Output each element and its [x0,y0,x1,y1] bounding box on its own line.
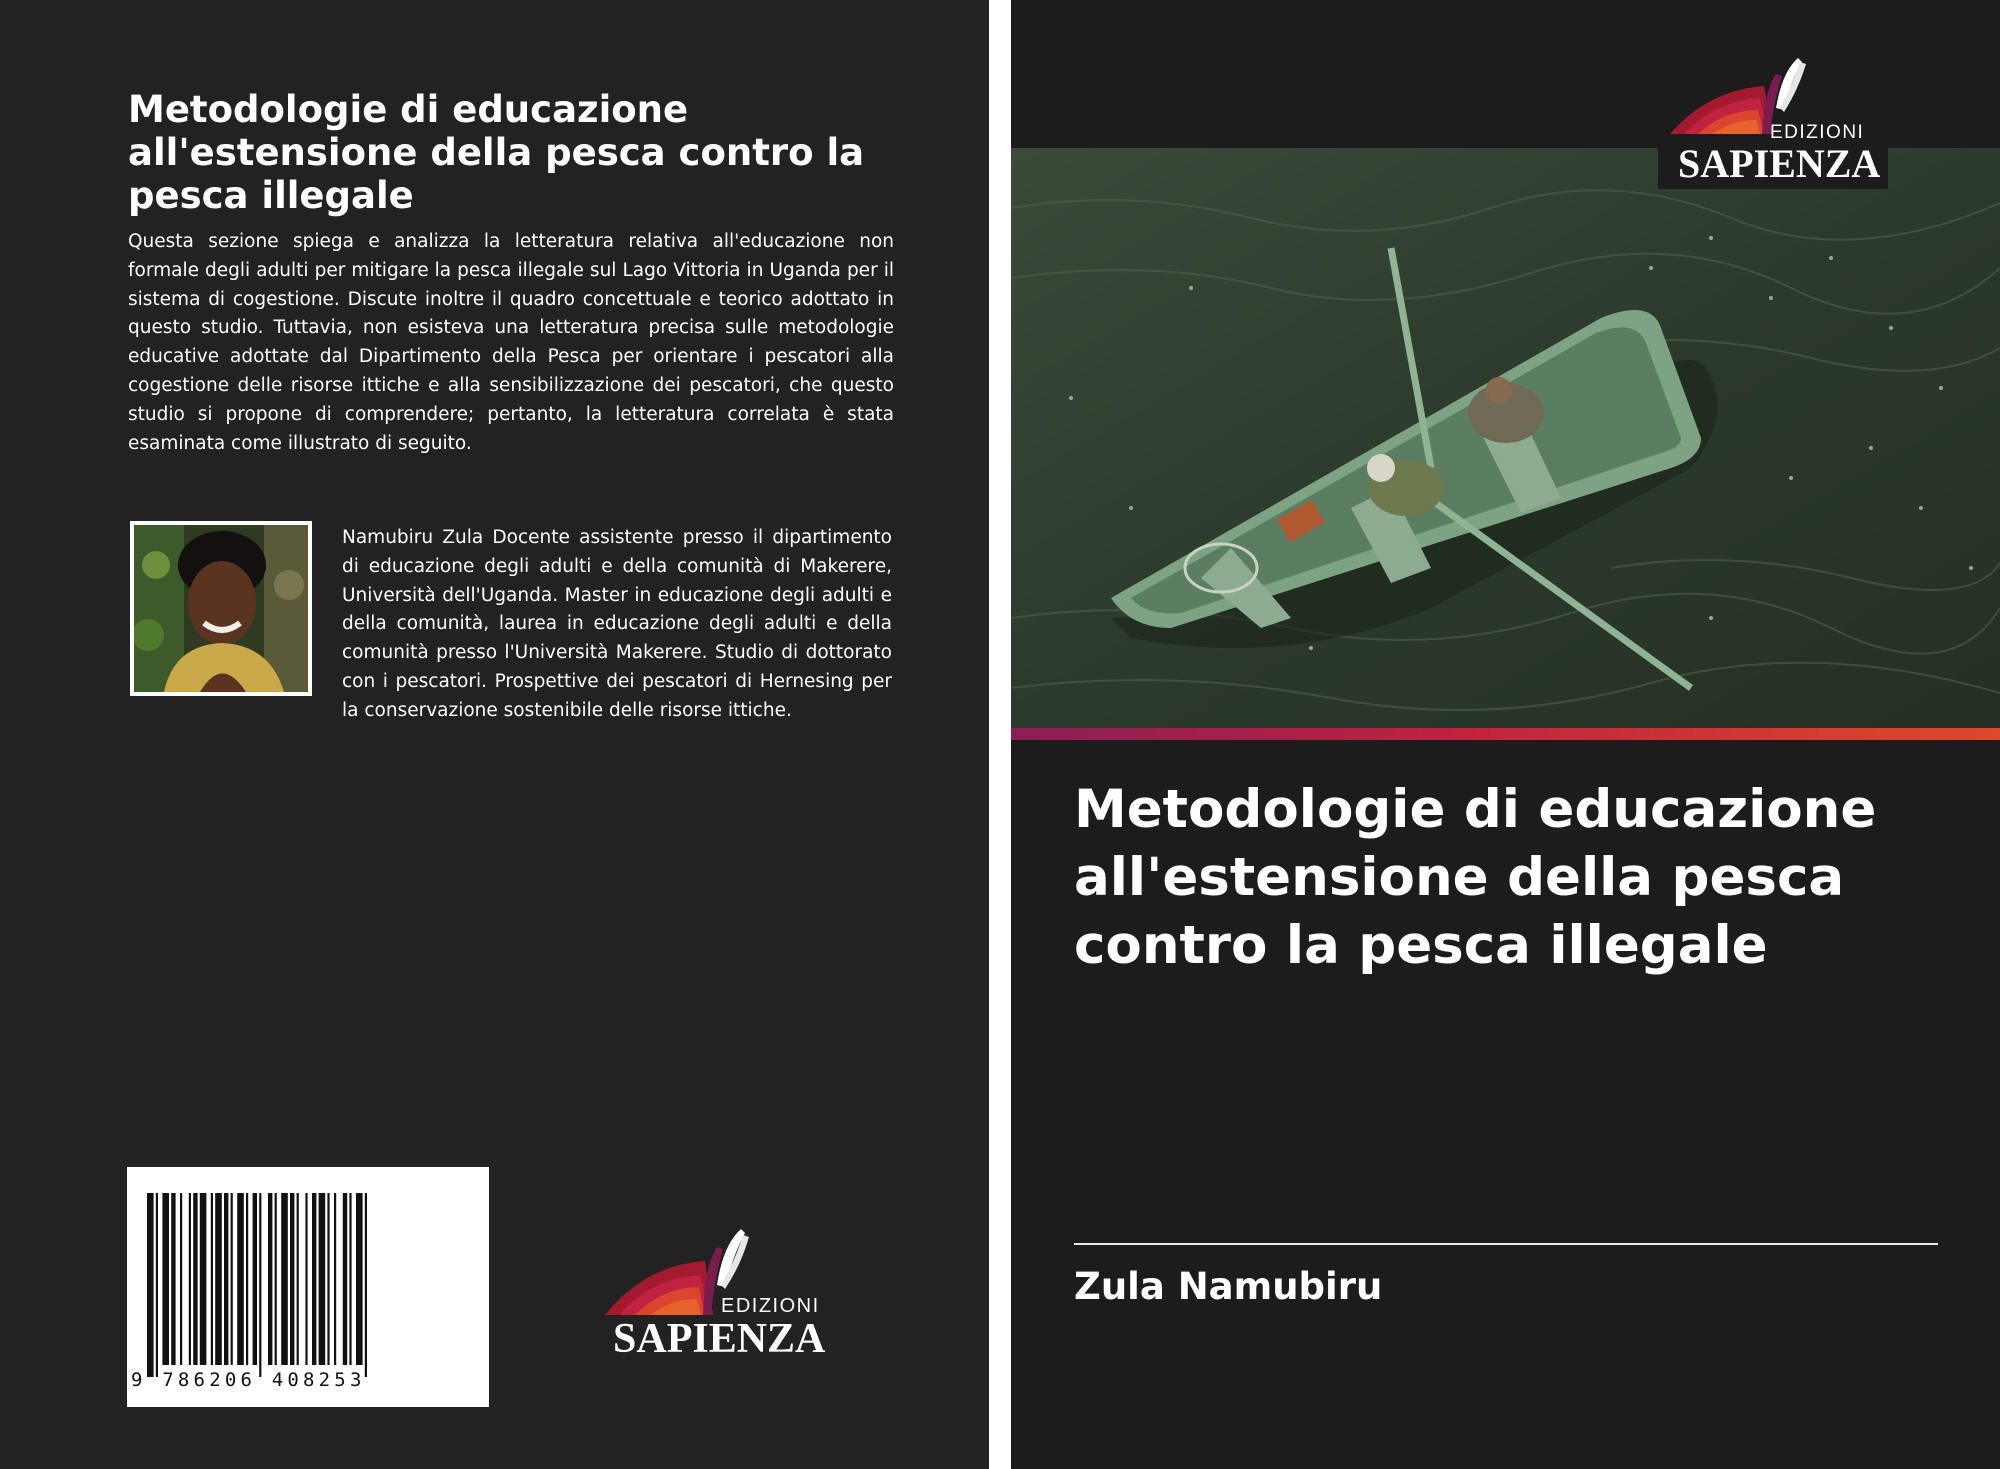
spine-gap [989,0,1011,1469]
publisher-logo-back [605,1225,827,1360]
publisher-sub-back: EDIZIONI [721,1295,820,1317]
barcode-bar [156,1193,158,1377]
publisher-logo-front [1658,56,1888,189]
title-divider [1074,1243,1938,1245]
barcode-bar [246,1193,248,1365]
barcode-bar [200,1193,207,1365]
barcode-bar [215,1193,222,1365]
author-bio: Namubiru Zula Docente assistente presso il dipartimento di educazione degli adulti e della comunità di Makerere, Università dell'Uganda. Master in educazione degli adulti e della comunità, laurea in educazione degli adulti e della comunità presso l'Università Makerere. Studio di dottorato con i pescatori. Prospettive dei pescatori di Hernesing per la conservazione sostenibile delle risorse ittiche. [342,527,892,721]
barcode-bar [349,1193,351,1365]
barcode-bar [259,1193,261,1377]
barcode-bar [211,1193,213,1365]
barcode-bar [224,1193,228,1365]
barcode-bar [180,1193,182,1365]
barcode-bar [365,1193,367,1377]
barcode-bar [147,1193,154,1377]
barcode-bar [356,1193,363,1365]
publisher-name-back: SAPIENZA [613,1316,826,1362]
accent-stripe [1011,728,2000,740]
barcode-bar [305,1193,307,1365]
publisher-sub-front: EDIZIONI [1770,122,1865,143]
publisher-name-front: SAPIENZA [1678,141,1881,186]
barcode-bar [343,1193,347,1365]
barcode-bar [327,1193,329,1365]
barcode-bar [334,1193,336,1365]
back-cover-description: Questa sezione spiega e analizza la letteratura relativa all'educazione non formale degli adulti per mitigare la pesca illegale sul Lago Vittoria in Uganda per il sistema di cogestione. Discute inoltre il quadro concettuale e teorico adottato in questo studio. Tuttavia, non esisteva una letteratura precisa sulle metodologie educative adottate dal Dipartimento della Pesca per orientare i pescatori alla cogestione delle risorse ittiche e alla sensibilizzazione dei pescatori, che questo studio si propone di comprendere; pertanto, la letteratura correlata è stata esaminata come illustrato di seguito. [128,231,894,454]
front-cover-author: Zula Namubiru [1074,1265,1383,1308]
barcode-bar [319,1193,326,1365]
cover-photo-boat [1011,148,2000,728]
barcode-bar [297,1193,299,1365]
barcode-bar [193,1193,197,1365]
isbn-number: 9 786206 408253 [131,1369,366,1391]
front-cover-title: Metodologie di educazione all'estensione della pesca contro la pesca illegale [1074,779,1877,976]
back-cover [0,0,989,1469]
back-cover-title: Metodologie di educazione all'estensione della pesca contro la pesca illegale [128,88,865,217]
barcode-bar [162,1193,169,1365]
isbn-barcode [127,1167,489,1407]
barcode-bar [171,1193,175,1365]
barcode-bar [268,1193,272,1365]
barcode-bar [281,1193,288,1365]
barcode-bar [312,1193,316,1365]
barcode-bar [237,1193,244,1365]
author-photo [130,521,312,696]
barcode-bar [189,1193,191,1365]
barcode-bar [275,1193,277,1365]
barcode-bar [231,1193,233,1365]
barcode-bar [290,1193,294,1365]
barcode-bar [253,1193,257,1365]
